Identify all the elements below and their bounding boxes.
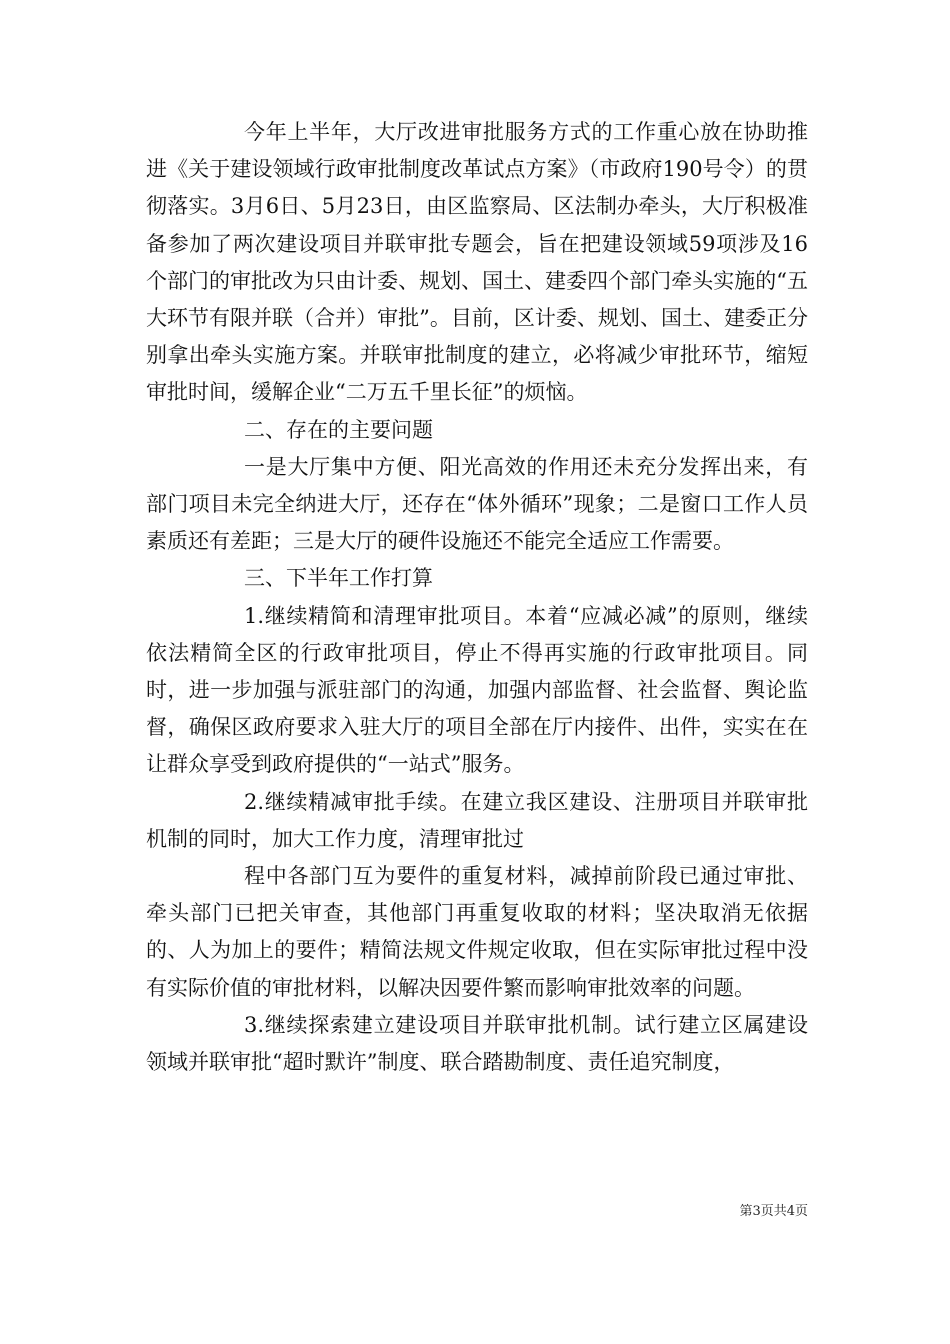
section-heading-problems: 二、存在的主要问题: [244, 417, 433, 442]
paragraph-plan-1: 1.继续精简和清理审批项目。本着“应减必减”的原则，继续依法精简全区的行政审批项目，停止不得再实施的行政审批项目。同时，进一步加强与派驻部门的沟通，加强内部监督、社会监督、舆论监督，确保区政府要求入驻大厅的项目全部在厅内接件、出件，实实在在让群众享受到政府提供的“一站式”服务。: [146, 603, 808, 777]
page-number-footer: 第3页共4页: [739, 1204, 808, 1219]
document-body: [146, 114, 808, 1081]
paragraph-plan-3: 3.继续探索建立建设项目并联审批机制。试行建立区属建设领域并联审批“超时默许”制度、联合踏勘制度、责任追究制度，: [146, 1012, 808, 1075]
section-heading-plans: 三、下半年工作打算: [244, 566, 433, 591]
paragraph-problems: 一是大厅集中方便、阳光高效的作用还未充分发挥出来，有部门项目未完全纳进大厅，还存在“体外循环”现象；二是窗口工作人员素质还有差距；三是大厅的硬件设施还不能完全适应工作需要。: [146, 454, 808, 554]
paragraph-plan-2: 2.继续精减审批手续。在建立我区建设、注册项目并联审批机制的同时，加大工作力度，清理审批过: [146, 789, 808, 851]
paragraph-plan-2-continued: 程中各部门互为要件的重复材料，减掉前阶段已通过审批、牵头部门已把关审查，其他部门再重复收取的材料；坚决取消无依据的、人为加上的要件；精简法规文件规定收取，但在实际审批过程中没有实际价值的审批材料，以解决因要件繁而影响审批效率的问题。: [146, 864, 808, 1000]
paragraph-progress-summary: 今年上半年，大厅改进审批服务方式的工作重心放在协助推进《关于建设领域行政审批制度改革试点方案》（市政府190号令）的贯彻落实。3月6日、5月23日，由区监察局、区法制办牵头，大厅积极准备参加了两次建设项目并联审批专题会，旨在把建设领域59项涉及16个部门的审批改为只由计委、规划、国土、建委四个部门牵头实施的“五大环节有限并联（合并）审批”。目前，区计委、规划、国土、建委正分别拿出牵头实施方案。并联审批制度的建立，必将减少审批环节，缩短审批时间，缓解企业“二万五千里长征”的烦恼。: [146, 120, 808, 405]
